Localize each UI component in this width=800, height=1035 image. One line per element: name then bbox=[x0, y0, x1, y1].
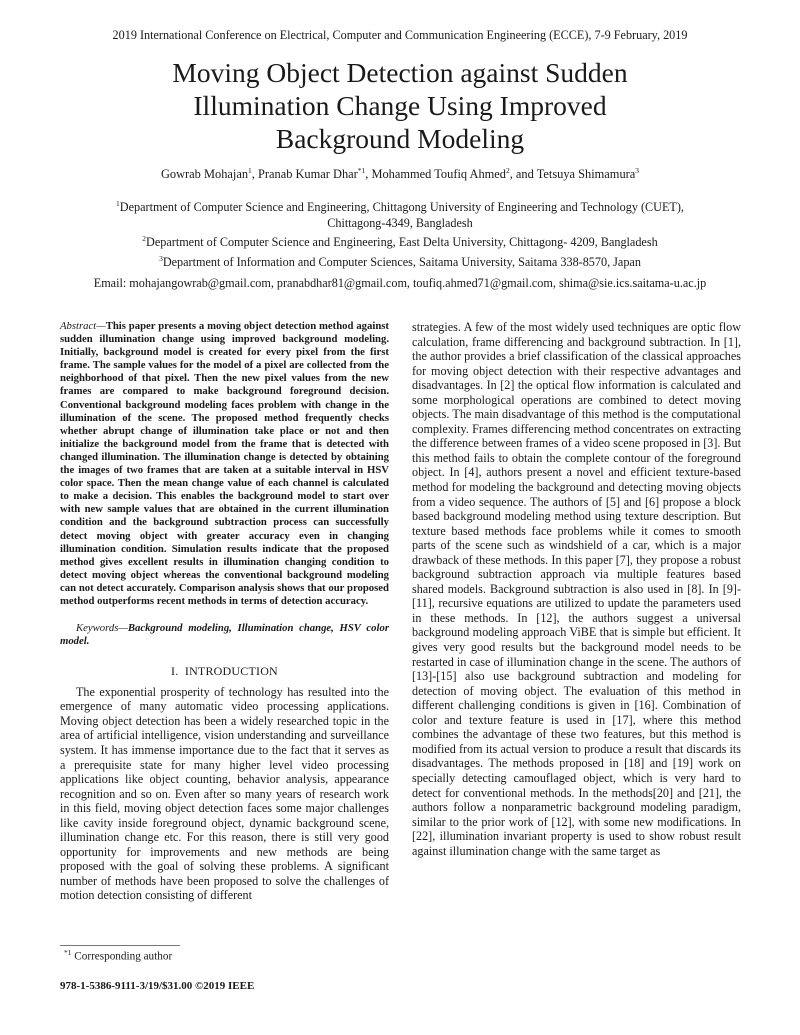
footnote bbox=[64, 948, 172, 963]
affiliation-text: Department of Computer Science and Engineering, Chittagong University of Engineering and Technology (CUET), bbox=[119, 200, 684, 215]
affiliation-text: Department of Computer Science and Engineering, East Delta University, Chittagong- 4209, Bangladesh bbox=[146, 235, 658, 250]
author-name: Gowrab Mohajan bbox=[160, 167, 249, 182]
keywords-text: Background modeling, Illumination change, HSV color model. bbox=[60, 622, 389, 648]
section-title-rest: NTRODUCTION bbox=[189, 664, 278, 679]
paper-title bbox=[60, 56, 740, 155]
body-paragraph: strategies. A few of the most widely used techniques are optic flow calculation, frame differencing and background subtraction. In [1], the author provides a brief classification of the classical approaches for moving object detection with their respective advantages and disadvantages. In [2] the optical flow information is calculated and some morphological operations are combined to detect moving objects. The main disadvantage of this method is the computational complexity. Frames differencing method concentrates on extracting the difference between frames of a video scene proposed in [3]. But this method fails to obtain the complete contour of the foreground object. In [4], authors present a novel and efficient texture-based method for modeling the background and detecting moving objects from a video sequence. The authors of [5] and [6] propose a block based background modeling method using texture description. But texture based methods face problems while it comes to smooth parts of the scene such as windshield of a car, which is a major drawback of these methods. In this paper [7], they propose a robust background subtraction approach via multiple features based shared models. Background subtraction is also used in [8]. In [9]-[11], recursive equations are utilized to update the parameters used in these methods. In [12], the authors suggest a universal background modeling approach ViBE that is simple but efficient. It gives very good results but the background model needs to be restarted in case of illumination change in the scene. The authors of [13]-[15] also use background subtraction and modeling for detection of moving object. The evaluation of this method in different challenging conditions is given in [16]. Combination of color and texture feature is used in [17], where this method combines the advantage of these two features, but this method is modified from its actual version to produce a result that discards its disadvantages. The methods proposed in [18] and [19] work on specially detecting camouflaged object, which is very hard to detect for conventional methods. In the methods[20] and [21], the authors follow a nonparametric background modeling paradigm, similar to the prior work of [12], with some new modifications. In [22], illumination invariant property is used to show robust result against illumination change with the same target as bbox=[412, 320, 741, 858]
affiliation-mark: 1 bbox=[116, 199, 120, 208]
isbn-copyright: 978-1-5386-9111-3/19/$31.00 ©2019 IEEE bbox=[60, 980, 255, 992]
abstract-label: Abstract— bbox=[60, 320, 106, 332]
conference-header: 2019 International Conference on Electrical, Computer and Communication Engineering (ECCE), 7-9 February, 2019 bbox=[112, 28, 688, 42]
affiliation-text: Department of Information and Computer Sciences, Saitama University, Saitama 338-8570, Japan bbox=[162, 254, 641, 269]
title-line: Illumination Change Using Improved bbox=[193, 90, 607, 121]
keywords bbox=[60, 622, 389, 648]
author-separator: , bbox=[365, 167, 372, 182]
title-line: Background Modeling bbox=[275, 123, 525, 154]
keywords-label: Keywords— bbox=[76, 622, 128, 635]
footnote-text: Corresponding author bbox=[71, 950, 173, 963]
abstract bbox=[60, 320, 389, 608]
author-affil-mark: *1 bbox=[357, 166, 366, 175]
author-name: Tetsuya Shimamura bbox=[536, 167, 636, 182]
affiliations bbox=[60, 196, 740, 270]
affiliation-mark: 2 bbox=[142, 234, 147, 244]
affiliation-line bbox=[60, 196, 740, 216]
author-affil-mark: 1 bbox=[248, 166, 252, 175]
author-list bbox=[0, 166, 800, 182]
title-line: Moving Object Detection against Sudden bbox=[172, 57, 628, 88]
affiliation-line bbox=[60, 251, 740, 271]
affiliation-mark: 3 bbox=[159, 253, 163, 263]
section-number: I. bbox=[171, 664, 179, 679]
email-line: Email: mohajangowrab@gmail.com, pranabdhar81@gmail.com, toufiq.ahmed71@gmail.com, shima@sie.ics.saitama-u.ac.jp bbox=[93, 276, 707, 290]
affiliation-line bbox=[60, 231, 740, 251]
author-name: Pranab Kumar Dhar bbox=[257, 167, 358, 182]
affiliation-text: Chittagong-4349, Bangladesh bbox=[327, 215, 473, 230]
right-column bbox=[412, 320, 741, 858]
author-affil-mark: 2 bbox=[505, 166, 510, 175]
intro-paragraph: The exponential prosperity of technology has resulted into the emergence of many automatic video processing applications. Moving object detection has been a widely researched topic in the area of artificial intelligence, vision understanding and surveillance system. It has immense importance due to the fact that it serves as a prerequisite state for many higher level video processing applications like object counting, behavior analysis, appearance recognition and so on. Even after so many years of research work in this field, moving object detection faces some major challenges like cavity inside foreground object, dynamic background scene, illumination change etc. For this reason, there is still very good opportunity for improvements and new methods are being proposed with the goal of solving these problems. A significant number of methods have been proposed to solve the challenges of motion detection consisting of different bbox=[60, 684, 389, 903]
section-title-initial: I bbox=[184, 664, 190, 679]
author-separator: , and bbox=[509, 167, 537, 182]
affiliation-line bbox=[60, 216, 740, 232]
abstract-text: This paper presents a moving object detection method against sudden illumination change using improved background modeling. Initially, background model is created for every pixel from the first frame. The sample values for the model of a pixel are collected from the neighborhood of that pixel. Then the new pixel values from the new frames are compared to make background foreground decision. Conventional background modeling faces problem with change in the illumination of the scene. The proposed method frequently checks whether abrupt change of illumination take place or not and then initialize the background model from the frame that is detected with changed illumination. The illumination change is detected by obtaining the images of two frames that are taken at a suitable interval in HSV color space. Then the mean change value of each channel is calculated to make a decision. This enables the background model to start over with new sample values that are obtained in the current illumination condition and the background subtraction process can successfully detect moving object with greater accuracy even in changing illumination condition. Simulation results indicate that the proposed method gives excellent results in illumination changing condition to detect moving object whereas the conventional background modeling can not detect accurately. Comparison analysis shows that our proposed method outperforms recent methods in terms of detection accuracy. bbox=[60, 320, 389, 607]
left-column bbox=[60, 320, 389, 903]
footnote-mark: *1 bbox=[64, 948, 72, 957]
author-separator: , bbox=[251, 167, 258, 182]
footnote-divider bbox=[60, 945, 180, 946]
author-name: Mohammed Toufiq Ahmed bbox=[371, 167, 506, 182]
section-heading-introduction bbox=[60, 664, 389, 679]
author-affil-mark: 3 bbox=[635, 166, 640, 175]
